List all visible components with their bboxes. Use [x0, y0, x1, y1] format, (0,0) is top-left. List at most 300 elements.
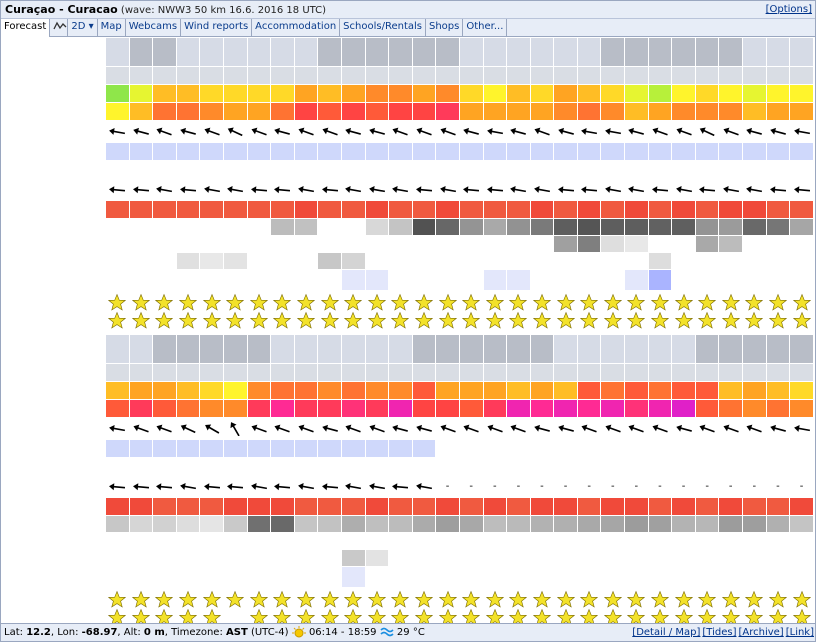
wind-gust-cell: [696, 103, 719, 120]
cloud-cell: [790, 550, 813, 566]
wave-arrow-icon: [177, 480, 200, 494]
cloud-cell: [389, 533, 412, 549]
temperature-cell: [318, 201, 341, 218]
wind-direction-cell: [318, 121, 341, 142]
wave-cell: [696, 440, 719, 457]
wind-gust-cell: [554, 400, 577, 417]
cloud-cell: [719, 219, 742, 235]
cloud-cell: [106, 236, 129, 252]
wind-direction-cell: [342, 121, 365, 142]
wind-speed-cell: [106, 382, 129, 399]
wave-cell: [790, 143, 813, 160]
wind-speed-cell: [177, 85, 200, 102]
wave-cell: [790, 440, 813, 457]
cloud-cell: [177, 253, 200, 269]
wind-speed-cell: [153, 85, 176, 102]
wave-direction-cell: [696, 179, 719, 200]
wind-speed-cell: [413, 85, 436, 102]
cloud-cell: [460, 236, 483, 252]
wind-speed-cell: [366, 85, 389, 102]
wind-direction-cell: [224, 121, 247, 142]
wind-speed-cell: [318, 382, 341, 399]
wave-cell: [130, 143, 153, 160]
wave-period-cell: [271, 161, 294, 178]
cloud-cell: [106, 253, 129, 269]
wind-arrow-icon: [295, 422, 318, 436]
day-cell: [248, 335, 271, 363]
wind-arrow-icon: [743, 125, 766, 139]
lon-value: -68.97: [81, 627, 118, 638]
row-label-wind-direction: [3, 418, 105, 439]
hour-cell: [436, 364, 459, 381]
footer-link-link[interactable]: [Link]: [785, 627, 814, 638]
wave-arrow-icon: [200, 480, 223, 494]
day-cell: [790, 335, 813, 363]
wind-direction-cell: [130, 121, 153, 142]
wave-cell: [224, 440, 247, 457]
wind-speed-cell: [554, 85, 577, 102]
cloud-cell: [531, 219, 554, 235]
hour-cell: [672, 67, 695, 84]
wave-direction-cell: -: [776, 481, 780, 492]
wave-period-cell: [719, 458, 742, 475]
wave-arrow-icon: [413, 183, 436, 197]
wind-speed-cell: [389, 85, 412, 102]
sun-times: 06:14 - 18:59: [308, 627, 377, 638]
cloud-cell: [248, 253, 271, 269]
wave-arrow-icon: [625, 183, 648, 197]
cloud-cell: [743, 236, 766, 252]
wave-period-cell: [578, 458, 601, 475]
temperature-cell: [153, 498, 176, 515]
wave-cell: [413, 143, 436, 160]
wind-direction-cell: [106, 121, 129, 142]
wave-arrow-icon: [248, 480, 271, 494]
rating-cell: [531, 291, 554, 333]
tab-schools-rentals[interactable]: Schools/Rentals: [340, 19, 426, 36]
day-cell: [342, 38, 365, 66]
precip-cell: [248, 567, 271, 587]
wave-cell: [601, 143, 624, 160]
wave-direction-cell: -: [587, 481, 591, 492]
cloud-cell: [696, 219, 719, 235]
cloud-mid-row: [3, 236, 813, 252]
cloud-cell: [554, 533, 577, 549]
wind-arrow-icon: [342, 125, 365, 139]
star-icon: [130, 293, 153, 331]
options-link[interactable]: [Options]: [765, 4, 812, 15]
wind-direction-cell: [649, 121, 672, 142]
precip-cell: [507, 270, 530, 290]
tab-accommodation[interactable]: Accommodation: [252, 19, 340, 36]
wind-arrow-icon: [672, 125, 695, 139]
wind-direction-cell: [342, 418, 365, 439]
cloud-cell: [672, 219, 695, 235]
wind-gust-cell: [413, 103, 436, 120]
cloud-cell: [601, 533, 624, 549]
wave-period-cell: [177, 161, 200, 178]
precip-cell: [460, 567, 483, 587]
cloud-cell: [153, 236, 176, 252]
rating-cell: [366, 291, 389, 333]
hour-cell: [484, 364, 507, 381]
sun-icon: [292, 627, 306, 638]
day-cell: [743, 38, 766, 66]
wave-direction-row: [3, 179, 813, 200]
cloud-cell: [271, 236, 294, 252]
cloud-cell: [153, 253, 176, 269]
cloud-cell: [295, 516, 318, 532]
rating-cell: [130, 291, 153, 333]
cloud-cell: [578, 236, 601, 252]
row-label-precip: [3, 270, 105, 290]
wind-speed-cell: [130, 85, 153, 102]
temperature-cell: [389, 498, 412, 515]
hour-cell: [719, 67, 742, 84]
temperature-cell: [366, 201, 389, 218]
wave-cell: [625, 440, 648, 457]
wave-cell: [767, 143, 790, 160]
cloud-cell: [224, 516, 247, 532]
wind-direction-cell: [578, 121, 601, 142]
wave-direction-cell: [200, 476, 223, 497]
temperature-cell: [177, 498, 200, 515]
cloud-cell: [106, 533, 129, 549]
alt-label: , Alt:: [117, 627, 141, 638]
day-cell: [224, 335, 247, 363]
cloud-cell: [271, 516, 294, 532]
cloud-cell: [389, 550, 412, 566]
wave-arrow-icon: [436, 183, 459, 197]
cloud-cell: [271, 533, 294, 549]
lat-label: Lat:: [4, 627, 23, 638]
precip-cell: [153, 567, 176, 587]
cloud-cell: [153, 550, 176, 566]
cloud-cell: [790, 219, 813, 235]
cloud-cell: [413, 236, 436, 252]
wind-gust-cell: [649, 103, 672, 120]
day-cell: [531, 38, 554, 66]
precip-cell: [413, 567, 436, 587]
row-label-wind-gusts: [3, 103, 105, 120]
rating-cell: [672, 291, 695, 333]
wave-direction-cell: [200, 179, 223, 200]
water-temp: 29 °C: [396, 627, 425, 638]
wind-arrow-icon: [153, 422, 176, 436]
day-cell: [507, 38, 530, 66]
wind-gust-cell: [130, 103, 153, 120]
precip-cell: [366, 270, 389, 290]
temperature-cell: [248, 498, 271, 515]
wave-direction-cell: -: [516, 481, 521, 492]
cloud-cell: [200, 219, 223, 235]
wave-period-cell: [672, 161, 695, 178]
wind-arrow-icon: [224, 422, 247, 436]
precip-cell: [295, 567, 318, 587]
wave-cell: [271, 440, 294, 457]
temperature-cell: [342, 498, 365, 515]
precip-cell: [531, 567, 554, 587]
graph-icon[interactable]: [50, 19, 68, 36]
day-cell: [649, 38, 672, 66]
day-cell: [436, 335, 459, 363]
cloud-cell: [554, 253, 577, 269]
day-cell: [460, 38, 483, 66]
wave-period-cell: [106, 458, 129, 475]
cloud-cell: [601, 516, 624, 532]
hour-cell: [153, 67, 176, 84]
forecast-tables: [1, 37, 815, 631]
wind-arrow-icon: [366, 125, 389, 139]
cloud-cell: [224, 533, 247, 549]
wind-speed-cell: [554, 382, 577, 399]
rating-cell: [554, 291, 577, 333]
rating-cell: [106, 291, 129, 333]
row-label-wind-gusts: [3, 400, 105, 417]
wave-arrow-icon: [248, 183, 271, 197]
cloud-cell: [413, 516, 436, 532]
day-cell: [554, 38, 577, 66]
wind-direction-cell: [177, 418, 200, 439]
row-label-rating: [3, 291, 105, 333]
wind-direction-cell: [719, 418, 742, 439]
wave-cell: [106, 440, 129, 457]
wind-arrow-icon: [318, 125, 341, 139]
cloud-cell: [531, 253, 554, 269]
footer-links: [630, 624, 814, 641]
cloud-cell: [531, 533, 554, 549]
cloud-cell: [342, 219, 365, 235]
cloud-cell: [578, 550, 601, 566]
wind-speed-cell: [719, 382, 742, 399]
cloud-cell: [106, 219, 129, 235]
precip-cell: [719, 567, 742, 587]
precip-cell: [200, 270, 223, 290]
wave-direction-cell: [130, 179, 153, 200]
cloud-cell: [413, 253, 436, 269]
wind-arrow-icon: [106, 125, 129, 139]
temperature-cell: [389, 201, 412, 218]
cloud-cell: [342, 550, 365, 566]
day-cell: [672, 335, 695, 363]
precip-cell: [224, 270, 247, 290]
wind-gust-cell: [436, 400, 459, 417]
wave-cell: [601, 440, 624, 457]
cloud-cell: [625, 550, 648, 566]
hour-cell: [389, 364, 412, 381]
day-cell: [625, 38, 648, 66]
wind-speed-row: [3, 382, 813, 399]
wave-arrow-icon: [318, 183, 341, 197]
cloud-cell: [366, 516, 389, 532]
rating-cell: [484, 291, 507, 333]
day-cell: [153, 335, 176, 363]
wind-gust-cell: [271, 400, 294, 417]
hour-cell: [719, 364, 742, 381]
footer-link-archive[interactable]: [Archive]: [738, 627, 784, 638]
temperature-cell: [413, 201, 436, 218]
wave-cell: [200, 440, 223, 457]
temperature-row: [3, 201, 813, 218]
hour-cell: [578, 364, 601, 381]
wave-arrow-icon: [295, 183, 318, 197]
rating-cell: [153, 291, 176, 333]
wave-cell: [531, 440, 554, 457]
temperature-cell: [696, 201, 719, 218]
wind-arrow-icon: [507, 422, 530, 436]
wave-direction-cell: [460, 179, 483, 200]
wind-gust-cell: [578, 103, 601, 120]
hour-cell: [224, 364, 247, 381]
wind-direction-cell: [484, 121, 507, 142]
temperature-cell: [743, 498, 766, 515]
precip-cell: [672, 567, 695, 587]
day-cell: [200, 38, 223, 66]
hour-cell: [649, 364, 672, 381]
wind-direction-cell: [554, 418, 577, 439]
wave-direction-cell: -: [681, 481, 686, 492]
wind-speed-cell: [460, 85, 483, 102]
hour-cell: [413, 364, 436, 381]
cloud-cell: [248, 236, 271, 252]
precip-cell: [200, 567, 223, 587]
cloud-cell: [601, 219, 624, 235]
tab-map[interactable]: Map: [98, 19, 126, 36]
model-info: [3, 335, 105, 381]
cloud-cell: [484, 219, 507, 235]
wave-direction-cell: [554, 179, 577, 200]
hour-row: [3, 364, 813, 381]
tab-other[interactable]: Other...: [463, 19, 507, 36]
wave-period-cell: [554, 458, 577, 475]
model-info: [3, 38, 105, 84]
tz-value: AST: [226, 627, 248, 638]
wind-direction-cell: [790, 418, 813, 439]
footer-link-detailmap[interactable]: [Detail / Map]: [632, 627, 701, 638]
wave-direction-cell: [224, 179, 247, 200]
cloud-cell: [743, 516, 766, 532]
wind-arrow-icon: [389, 422, 412, 436]
wave-cell: [295, 143, 318, 160]
wave-cell: [743, 440, 766, 457]
day-cell: [578, 38, 601, 66]
wind-gust-cell: [413, 400, 436, 417]
tab-wind-reports[interactable]: Wind reports: [181, 19, 252, 36]
wind-arrow-icon: [106, 422, 129, 436]
wave-direction-cell: [389, 476, 412, 497]
cloud-cell: [767, 550, 790, 566]
precip-cell: [719, 270, 742, 290]
footer-link-tides[interactable]: [Tides]: [702, 627, 737, 638]
cloud-cell: [601, 550, 624, 566]
day-cell: [601, 335, 624, 363]
wave-cell: [248, 143, 271, 160]
wave-arrow-icon: [389, 183, 412, 197]
wind-gust-cell: [625, 400, 648, 417]
star-icon: [484, 293, 507, 331]
temperature-cell: [649, 201, 672, 218]
temperature-cell: [295, 201, 318, 218]
hour-cell: [696, 364, 719, 381]
day-cell: [224, 38, 247, 66]
precip-cell: [248, 270, 271, 290]
wind-speed-cell: [200, 382, 223, 399]
wind-direction-cell: [271, 418, 294, 439]
cloud-cell: [248, 219, 271, 235]
wind-arrow-icon: [531, 125, 554, 139]
tab-shops[interactable]: Shops: [426, 19, 463, 36]
wave-period-cell: [248, 161, 271, 178]
cloud-cell: [224, 253, 247, 269]
tab-webcams[interactable]: Webcams: [126, 19, 181, 36]
wind-gust-cell: [366, 103, 389, 120]
star-icon: [649, 293, 672, 331]
temperature-cell: [130, 201, 153, 218]
wind-arrow-icon: [413, 422, 436, 436]
wave-period-cell: [790, 161, 813, 178]
star-icon: [767, 293, 790, 331]
wave-period-cell: [224, 161, 247, 178]
wind-direction-cell: [719, 121, 742, 142]
wave-period-cell: [342, 161, 365, 178]
cloud-cell: [578, 219, 601, 235]
day-cell: [106, 335, 129, 363]
cloud-cell: [342, 236, 365, 252]
wind-arrow-icon: [507, 125, 530, 139]
cloud-cell: [153, 219, 176, 235]
wind-arrow-icon: [271, 125, 294, 139]
wave-direction-cell: [153, 179, 176, 200]
row-label-wind-direction: [3, 121, 105, 142]
temperature-cell: [719, 201, 742, 218]
cloud-cell: [649, 550, 672, 566]
wind-gust-cell: [318, 400, 341, 417]
hour-cell: [200, 67, 223, 84]
wave-direction-cell: [295, 179, 318, 200]
hour-cell: [413, 67, 436, 84]
precip-cell: [153, 270, 176, 290]
wind-direction-cell: [389, 418, 412, 439]
day-cell: [578, 335, 601, 363]
wind-gust-cell: [672, 400, 695, 417]
wind-direction-cell: [366, 121, 389, 142]
wave-cell: [366, 440, 389, 457]
hour-cell: [743, 67, 766, 84]
wind-gust-cell: [177, 103, 200, 120]
rating-cell: [743, 291, 766, 333]
wave-direction-cell: [413, 476, 436, 497]
precip-cell: [601, 270, 624, 290]
wave-period-row: [3, 458, 813, 475]
wind-speed-cell: [389, 382, 412, 399]
star-icon: [743, 293, 766, 331]
rating-cell: [224, 291, 247, 333]
cloud-cell: [696, 516, 719, 532]
cloud-cell: [342, 533, 365, 549]
tab-2d[interactable]: 2D ▾: [68, 19, 97, 36]
rating-cell: [177, 291, 200, 333]
cloud-cell: [318, 236, 341, 252]
wave-direction-cell: [507, 179, 530, 200]
row-label-wave-direction: [3, 179, 105, 200]
day-cell: [767, 335, 790, 363]
wind-speed-cell: [790, 85, 813, 102]
rating-row: [3, 291, 813, 333]
row-label-cloud-cover: [3, 516, 105, 566]
tab-forecast[interactable]: Forecast: [1, 19, 50, 37]
day-cell: [271, 335, 294, 363]
wind-direction-cell: [177, 121, 200, 142]
